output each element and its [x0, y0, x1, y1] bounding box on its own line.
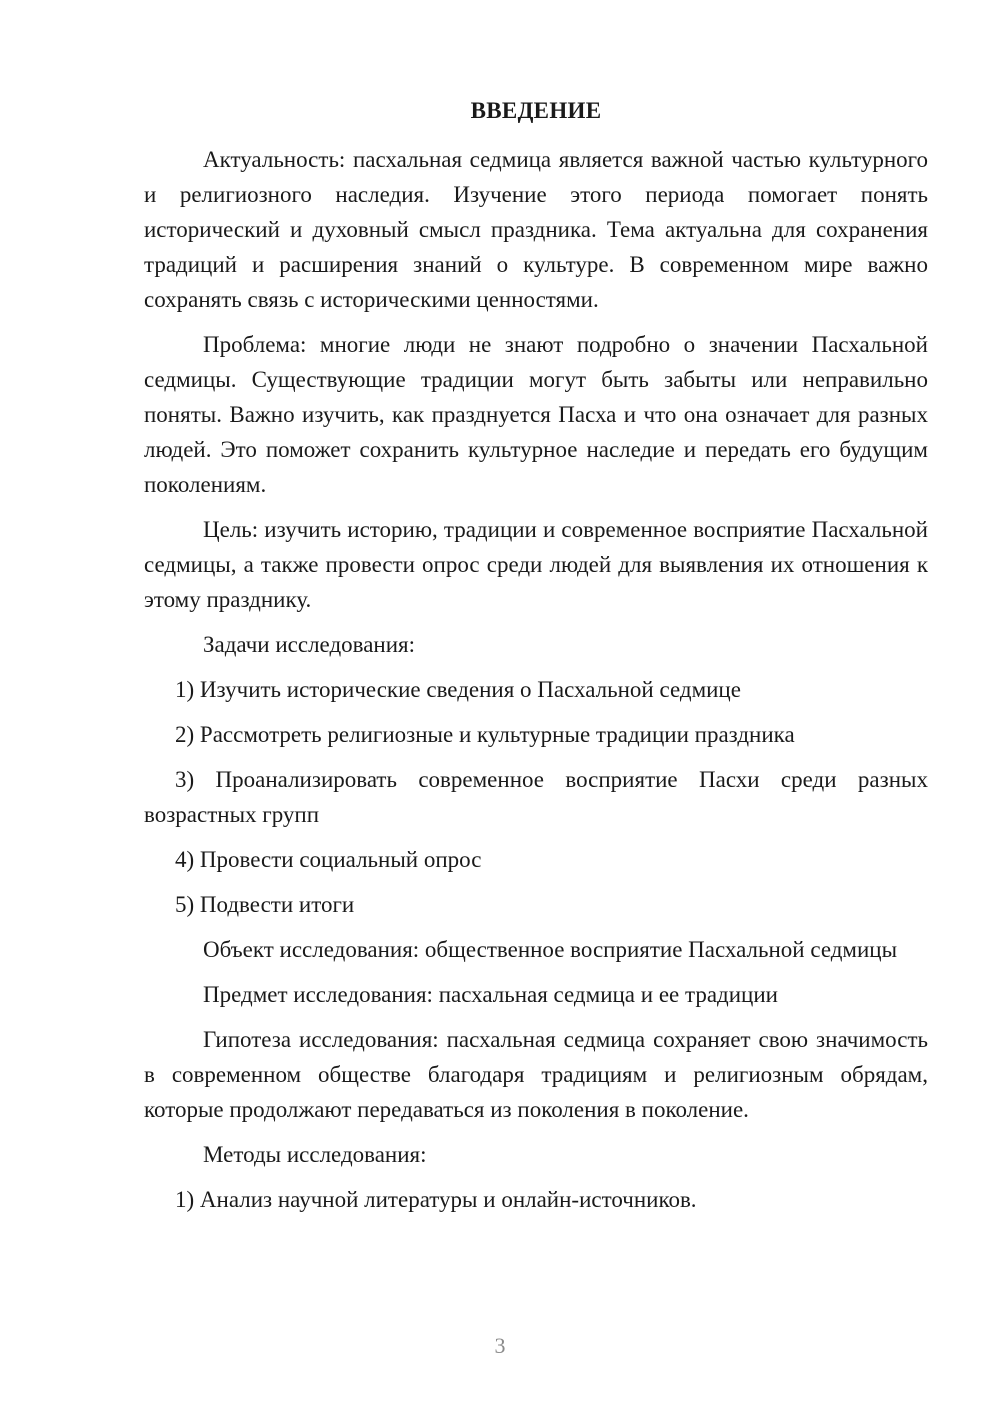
methods-heading: Методы исследования:: [203, 1142, 427, 1167]
task-item-5: 5) Подвести итоги: [175, 892, 355, 917]
paragraph-object: Объект исследования: общественное восприятие Пасхальной седмицы: [203, 937, 898, 962]
paragraph-problem: Проблема: многие люди не знают подробно о значении Пасхальной седмицы. Существующие традиции могут быть забыты или неправильно поняты. Важно изучить, как празднуется Пасха и что она означает для разных людей. Это поможет сохранить культурное наследие и передать его будущим поколениям.: [144, 332, 928, 497]
paragraph-subject: Предмет исследования: пасхальная седмица и ее традиции: [203, 982, 778, 1007]
task-item-3: 3) Проанализировать современное восприятие Пасхи среди разных возрастных групп: [144, 767, 928, 827]
tasks-heading: Задачи исследования:: [203, 632, 416, 657]
method-item-1: 1) Анализ научной литературы и онлайн-источников.: [175, 1187, 697, 1212]
paragraph-goal: Цель: изучить историю, традиции и современное восприятие Пасхальной седмицы, а также провести опрос среди людей для выявления их отношения к этому празднику.: [144, 517, 928, 612]
page-number: 3: [494, 1333, 506, 1358]
task-item-2: 2) Рассмотреть религиозные и культурные традиции праздника: [175, 722, 795, 747]
paragraph-relevance: Актуальность: пасхальная седмица является важной частью культурного и религиозного наследия. Изучение этого периода помогает понять исторический и духовный смысл праздника. Тема актуальна для сохранения традиций и расширения знаний о культуре. В современном мире важно сохранять связь с историческими ценностями.: [144, 147, 928, 312]
task-item-1: 1) Изучить исторические сведения о Пасхальной седмице: [175, 677, 741, 702]
page-content: [144, 96, 928, 1227]
paragraph-hypothesis: Гипотеза исследования: пасхальная седмица сохраняет свою значимость в современном обществе благодаря традициям и религиозным обрядам, которые продолжают передаваться из поколения в поколение.: [144, 1027, 928, 1122]
task-item-4: 4) Провести социальный опрос: [175, 847, 482, 872]
page-title: ВВЕДЕНИЕ: [470, 98, 602, 123]
